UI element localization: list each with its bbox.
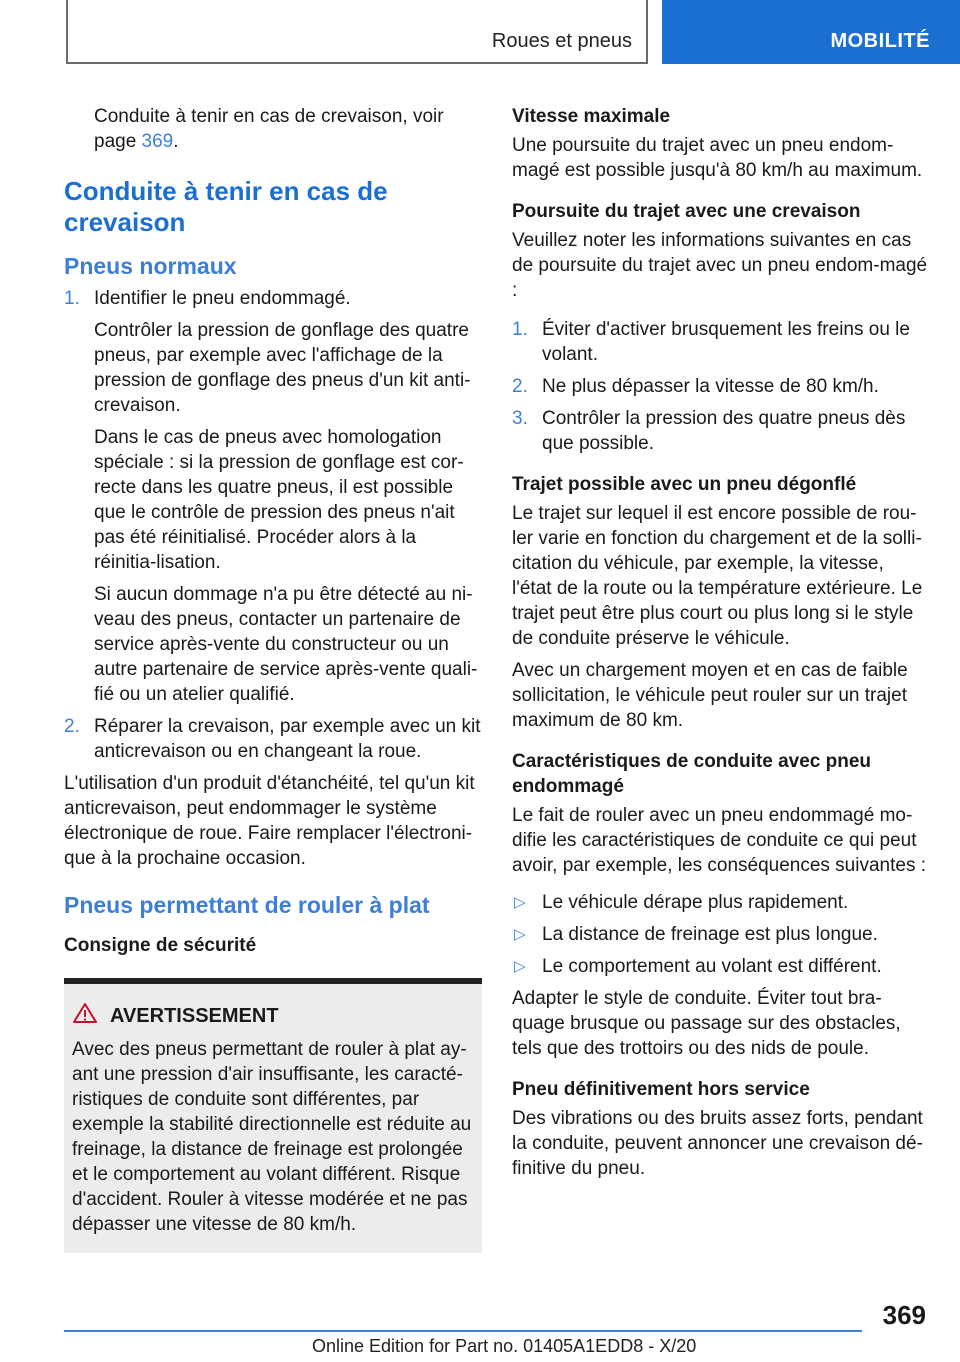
bullet-triangle-icon: ▷ [514, 958, 526, 975]
bullet-triangle-icon: ▷ [514, 894, 526, 911]
tire-failure-heading: Pneu définitivement hors service [512, 1079, 810, 1100]
possible-distance-text-1: Le trajet sur lequel il est encore possible de rou‐ler varie en fonction du chargement et de la solli‐citation du véhicule, par exemple, la vitesse, l'état de la route ou la température extérieure. Le trajet peut être plus court ou plus long si le style de conduite préserve le véhicule. [512, 503, 923, 649]
header-chapter-tab [662, 0, 960, 64]
continue-driving-heading: Poursuite du trajet avec une crevaison [512, 201, 861, 222]
list-number: 1. [64, 288, 80, 309]
page-title: Conduite à tenir en cas de crevaison [64, 176, 388, 237]
intro-end: . [173, 131, 179, 152]
section-heading-normal-tires: Pneus normaux [64, 253, 237, 279]
warning-triangle-icon [72, 1002, 98, 1031]
list-item-text: Contrôler la pression des quatre pneus dès que possible. [542, 408, 906, 454]
list-item [512, 922, 928, 947]
intro-text: Conduite à tenir en cas de crevaison, voir page [94, 106, 444, 152]
list-item [64, 286, 482, 311]
list-item-text: Éviter d'activer brusquement les freins ou le volant. [542, 319, 910, 365]
step1-paragraph-3: Si aucun dommage n'a pu être détecté au ni‐veau des pneus, contacter un partenaire de service après-vente du constructeur ou un autre partenaire de service après-vente quali‐fié ou un atelier qualifié. [94, 584, 478, 705]
handling-heading: Caractéristiques de conduite avec pneu endommagé [512, 751, 872, 797]
list-item [512, 317, 928, 367]
max-speed-text: Une poursuite du trajet avec un pneu endom‐magé est possible jusqu'à 80 km/h au maximum. [512, 135, 923, 181]
step1-paragraph-1: Contrôler la pression de gonflage des quatre pneus, par exemple avec l'affichage de la pression de gonflage des pneus d'un kit anti‐crevaison. [94, 320, 471, 416]
list-item-text: Réparer la crevaison, par exemple avec un kit anticrevaison ou en changeant la roue. [94, 716, 481, 762]
list-number: 2. [64, 716, 80, 737]
continue-steps-list [512, 317, 928, 456]
safety-heading: Consigne de sécurité [64, 935, 257, 956]
handling-text: Le fait de rouler avec un pneu endommagé mo‐difie les caractéristiques de conduite ce qui peut avoir, par exemple, les conséquences suivantes : [512, 805, 927, 876]
page-number: 369 [882, 1300, 926, 1330]
warning-label: AVERTISSEMENT [110, 1005, 279, 1027]
section-heading-runflat: Pneus permettant de rouler à plat [64, 892, 430, 918]
header-chapter-label: MOBILITÉ [830, 30, 930, 52]
list-number: 1. [512, 319, 528, 340]
list-item [512, 406, 928, 456]
warning-text: Avec des pneus permettant de rouler à plat ay‐ant une pression d'air insuffisante, les caracté‐ristiques de conduite sont différentes, par exemple la stabilité directionnelle est réduite au freinage, la distance de freinage est prolongée et le comportement au volant différent. Risque d'accident. Rouler à vitesse modérée et ne pas dépasser une vitesse de 80 km/h. [72, 1039, 472, 1235]
adapt-driving-text: Adapter le style de conduite. Éviter tout bra‐quage brusque ou passage sur des obstacles, tels que des trottoirs ou des nids de poule. [512, 988, 901, 1059]
list-item-text: Le comportement au volant est différent. [542, 956, 882, 977]
warning-box [64, 978, 482, 1253]
list-item [64, 714, 482, 764]
header-section-box [66, 0, 648, 64]
continue-driving-text: Veuillez noter les informations suivantes en cas de poursuite du trajet avec un pneu endom‐magé : [512, 230, 928, 301]
page-reference-link[interactable]: 369 [141, 131, 174, 152]
list-item-text: La distance de freinage est plus longue. [542, 924, 878, 945]
possible-distance-heading: Trajet possible avec un pneu dégonflé [512, 474, 857, 495]
header-section-title: Roues et pneus [491, 30, 632, 52]
list-item-text: Ne plus dépasser la vitesse de 80 km/h. [542, 376, 879, 397]
possible-distance-text-2: Avec un chargement moyen et en cas de faible sollicitation, le véhicule peut rouler sur un trajet maximum de 80 km. [512, 660, 908, 731]
list-item-text: Identifier le pneu endommagé. [94, 288, 351, 309]
intro-paragraph [64, 104, 482, 154]
tire-failure-text: Des vibrations ou des bruits assez forts, pendant la conduite, peuvent annoncer une crevaison dé‐finitive du pneu. [512, 1108, 923, 1179]
consequences-list [512, 890, 928, 979]
list-item [512, 890, 928, 915]
step1-paragraph-2: Dans le cas de pneus avec homologation spéciale : si la pression de gonflage est cor‐recte dans les quatre pneus, il est possible que le contrôle de pression des pneus n'ait pas été réinitialisé. Procéder alors à la réinitia‐lisation. [94, 427, 464, 573]
list-number: 3. [512, 408, 528, 429]
left-column [64, 104, 482, 1253]
footer-edition: Online Edition for Part no. 01405A1EDD8 - X/20 [312, 1336, 697, 1356]
warning-title [72, 1002, 472, 1031]
list-item [512, 374, 928, 399]
sealant-note: L'utilisation d'un produit d'étanchéité, tel qu'un kit anticrevaison, peut endommager le système électronique de roue. Faire remplacer l'électroni‐que à la prochaine occasion. [64, 773, 475, 869]
right-column [512, 104, 928, 1188]
list-item-text: Le véhicule dérape plus rapidement. [542, 892, 849, 913]
bullet-triangle-icon: ▷ [514, 926, 526, 943]
list-number: 2. [512, 376, 528, 397]
footer-divider [64, 1330, 862, 1332]
list-item [512, 954, 928, 979]
max-speed-heading: Vitesse maximale [512, 106, 671, 127]
